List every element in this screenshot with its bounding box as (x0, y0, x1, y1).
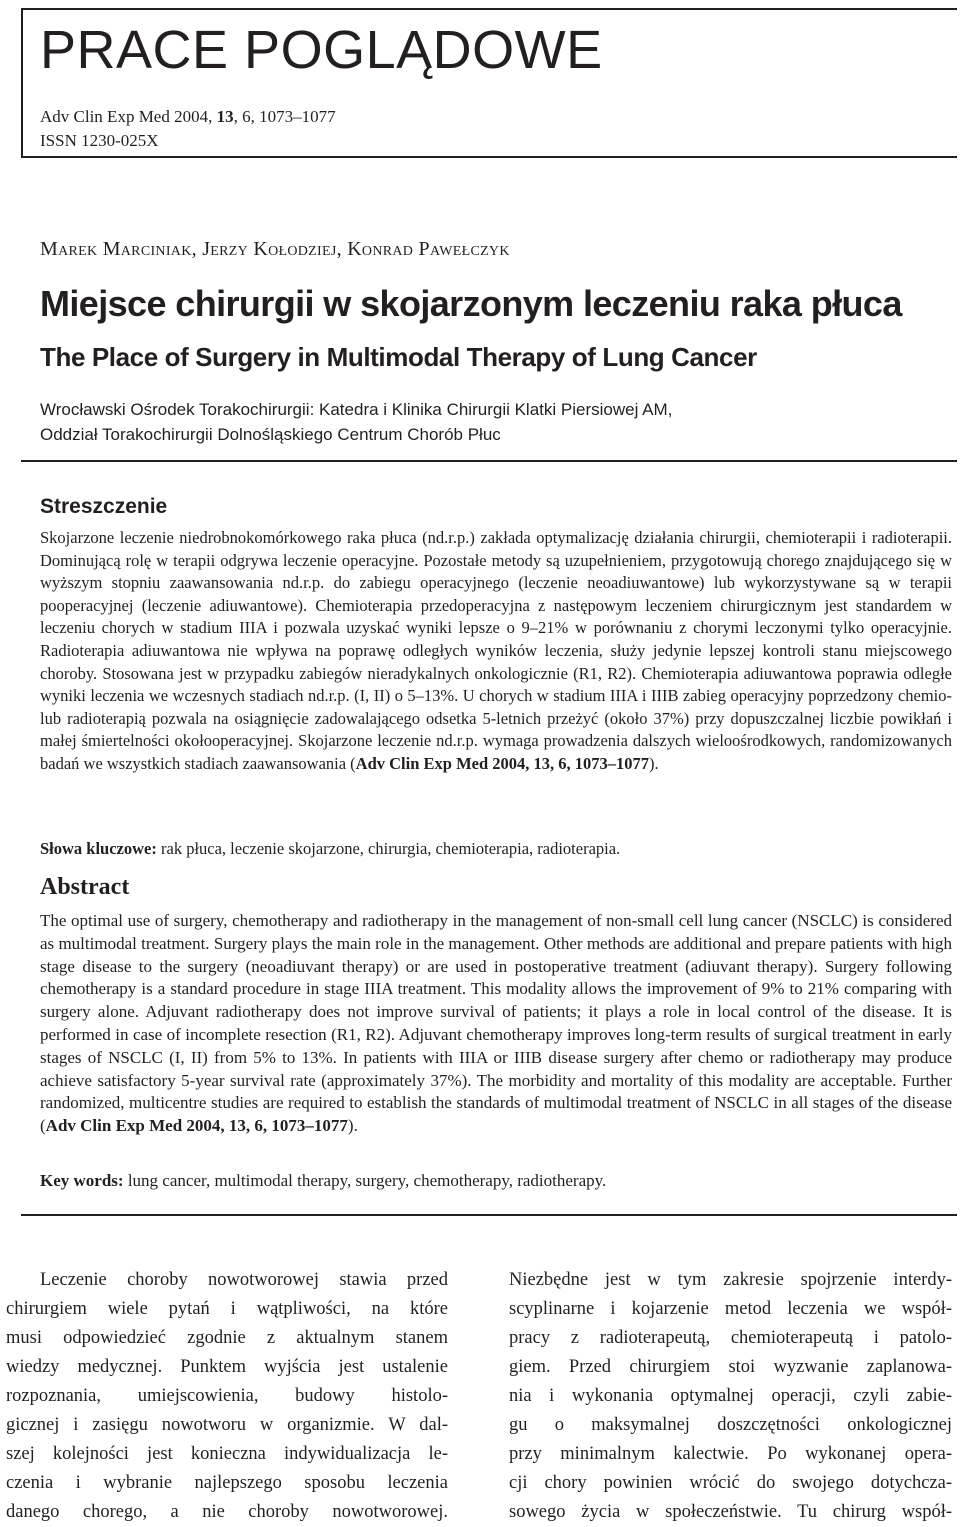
body-line: musi odpowiedzieć zgodnie z aktualnym stanem (6, 1328, 448, 1348)
journal-ref-prefix: Adv Clin Exp Med 2004, (40, 107, 217, 126)
affiliation-line-1: Wrocławski Ośrodek Torakochirurgii: Katedra i Klinika Chirurgii Klatki Piersiowej AM, (40, 400, 673, 419)
journal-ref-suffix: , 6, 1073–1077 (233, 107, 336, 126)
issn: ISSN 1230-025X (40, 131, 159, 150)
abstract-text-english: The optimal use of surgery, chemotherapy and radiotherapy in the management of non-small cell lung cancer (NSCLC) is considered as multimodal treatment. Surgery plays the main role in the management. Other methods are additional and prepare patients with high stage disease to the surgery (neoadiuvant therapy) or are used in postoperative treatment (adiuvant therapy). Surgery following chemotherapy is a standard procedure in stage IIIA treatment. This modality allows the improvement of 9% to 21% comparing with surgery alone. Adjuvant radiotherapy does not improve survival of patients; it plays a role in local control of the disease. It is performed in case of incomplete resection (R1, R2). Adjuvant chemotherapy improves long-term results of surgical treatment in early stages of NSCLC (I, II) from 5% to 13%. In patients with IIIA or IIIB disease surgery after chemo or radiotherapy may produce achieve satisfactory 5-year survival rate (approximately 37%). The morbidity and mortality of this modality are acceptable. Further randomized, multicentre studies are required to establish the standards of multimodal treatment of NSCLC in all stages of the disease ( (40, 911, 952, 1136)
abstract-text-polish: Skojarzone leczenie niedrobnokomórkowego raka płuca (nd.r.p.) zakłada optymalizację działania chirurgii, chemioterapii i radioterapii. Dominującą rolę w terapii odgrywa leczenie operacyjne. Pozostałe metody są uzupełnieniem, przygotowują chorego znajdującego się w wyższym stopniu zaawansowania nd.r.p. do zabiegu operacyjnego (leczenie neoadiuwantowe) lub wykorzystywane są w terapii pooperacyjnej (leczenie adiuwantowe). Chemioterapia przedoperacyjna z następowym leczeniem chirurgicznym jest standardem w leczeniu chorych w stadium IIIA i pozwala uzyskać wyniki lepsze o 9–21% w porównaniu z chorymi leczonymi tylko operacyjnie. Radioterapia adiuwantowa nie wpływa na poprawę odległych wyników leczenia, służy jedynie lepszej kontroli stanu miejscowego choroby. Stosowana jest w przypadku zabiegów nieradykalnych onkologicznie (R1, R2). Chemioterapia adiuwantowa poprawia odległe wyniki leczenia we wczesnych stadiach nd.r.p. (I, II) o 5–13%. U chorych w stadium IIIA i IIIB zabieg operacyjny poprzedzony chemio- lub radioterapią pozwala na osiągnięcie zadowalającego odsetka 5-letnich przeżyć (około 37%) przy dopuszczalnej liczbie powikłań i małej śmiertelności okołooperacyjnej. Skojarzone leczenie nd.r.p. wymaga prowadzenia dalszych wieloośrodkowych, randomizowanych badań we wszystkich stadiach zaawansowania ( (40, 528, 952, 773)
keywords-list-polish: rak płuca, leczenie skojarzone, chirurgia, chemioterapia, radioterapia. (156, 839, 621, 858)
abstract-top-rule (21, 460, 957, 462)
abstract-heading-polish: Streszczenie (40, 495, 168, 518)
section-label: PRACE POGLĄDOWE (40, 20, 603, 80)
body-column-left (6, 1266, 448, 1527)
abstract-bottom-rule (21, 1214, 957, 1216)
body-line: gu o maksymalnej doszczętności onkologicznej (509, 1415, 952, 1435)
title-polish: Miejsce chirurgii w skojarzonym leczeniu raka płuca (40, 283, 902, 324)
keywords-english (40, 1170, 952, 1192)
body-line: giem. Przed chirurgiem stoi wyzwanie zaplanowa- (509, 1357, 952, 1377)
body-column-right (509, 1266, 952, 1527)
abstract-end-polish: ). (649, 753, 659, 773)
body-line: Niezbędne jest w tym zakresie spojrzenie interdy- (509, 1270, 952, 1290)
body-line: Leczenie choroby nowotworowej stawia przed (40, 1270, 448, 1290)
body-line: nia i wykonania optymalnej operacji, czyli zabie- (509, 1386, 952, 1406)
journal-volume: 13 (216, 107, 234, 126)
body-line: szej kolejności jest konieczna indywidualizacja le- (6, 1444, 448, 1464)
abstract-citation-english: Adv Clin Exp Med 2004, 13, 6, 1073–1077 (45, 1116, 348, 1136)
body-line: czenia i wybranie najlepszego sposobu leczenia (6, 1473, 448, 1493)
body-line: pracy z radioterapeutą, chemioterapeutą i patolo- (509, 1328, 952, 1348)
title-english: The Place of Surgery in Multimodal Therapy of Lung Cancer (40, 342, 757, 372)
abstract-body-english (40, 910, 952, 1138)
affiliation-line-2: Oddział Torakochirurgii Dolnośląskiego Centrum Chorób Płuc (40, 425, 501, 444)
keywords-label-english: Key words: (40, 1171, 124, 1190)
abstract-end-english: ). (347, 1116, 358, 1136)
body-line: danego chorego, a nie choroby nowotworowej. (6, 1502, 448, 1522)
body-line: rozpoznania, umiejscowienia, budowy histolo- (6, 1386, 448, 1406)
body-line: przy minimalnym kalectwie. Po wykonanej opera- (509, 1444, 952, 1464)
body-line: sowego życia w społeczeństwie. Tu chirurg współ- (509, 1502, 952, 1522)
affiliation (40, 397, 940, 447)
abstract-heading-english: Abstract (40, 874, 130, 900)
keywords-polish (40, 838, 952, 860)
journal-reference (40, 106, 336, 128)
abstract-citation-polish: Adv Clin Exp Med 2004, 13, 6, 1073–1077 (355, 753, 650, 773)
body-line: gicznej i zasięgu nowotworu w organizmie. W dal- (6, 1415, 448, 1435)
body-line: cji chory powinien wrócić do swojego dotychcza- (509, 1473, 952, 1493)
body-line: scyplinarne i kojarzenie metod leczenia we współ- (509, 1299, 952, 1319)
body-line: chirurgiem wiele pytań i wątpliwości, na które (6, 1299, 448, 1319)
authors: Marek Marciniak, Jerzy Kołodziej, Konrad Pawełczyk (40, 238, 510, 260)
keywords-list-english: lung cancer, multimodal therapy, surgery, chemotherapy, radiotherapy. (123, 1171, 607, 1190)
body-line: wiedzy medycznej. Punktem wyjścia jest ustalenie (6, 1357, 448, 1377)
abstract-body-polish (40, 527, 952, 776)
keywords-label-polish: Słowa kluczowe: (40, 839, 157, 858)
